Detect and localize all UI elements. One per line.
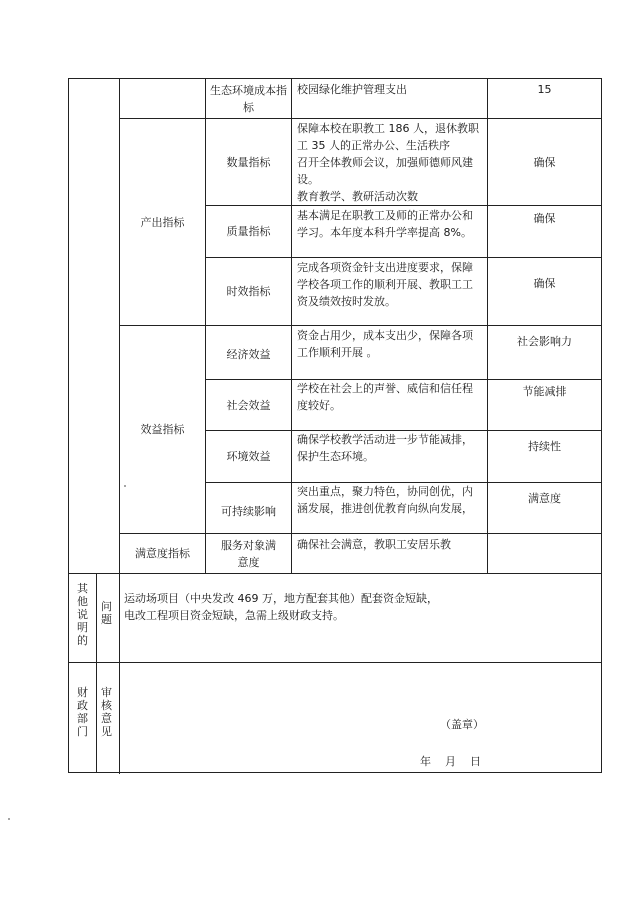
quantity-indicator-content — [297, 120, 487, 205]
timeliness-indicator-value: 确保 — [533, 276, 556, 290]
seal-placeholder: （盖章） — [440, 717, 484, 731]
content-line: 学校各项工作的顺利开展、教职工工 — [297, 278, 473, 291]
top-row-value: 15 — [537, 83, 552, 96]
date-placeholder: 年 月 日 — [420, 754, 481, 768]
scan-speck — [124, 485, 126, 487]
environmental-benefit-value: 持续性 — [528, 440, 561, 453]
other-issues-label-col2: 问题 — [101, 600, 112, 626]
quality-indicator-content — [297, 207, 487, 257]
social-benefit-value: 节能减排 — [522, 385, 567, 398]
social-benefit-content — [297, 380, 487, 430]
output-indicators-label: 产出指标 — [140, 215, 185, 229]
environmental-benefit-label: 环境效益 — [226, 450, 271, 463]
content-line: 工作顺利开展 。 — [297, 346, 378, 359]
finance-review-label-col2: 审核意见 — [101, 686, 112, 738]
content-line: 资金占用少，成本支出少，保障各项 — [297, 329, 473, 342]
content-line: 设。 — [297, 173, 319, 186]
top-row-category: 生态环境成本指标 — [210, 83, 287, 114]
content-line: 完成各项资金针支出进度要求，保障 — [297, 261, 473, 274]
top-row-content: 校园绿化维护管理支出 — [297, 83, 407, 96]
content-line: 电改工程项目资金短缺，急需上级财政支持。 — [124, 609, 344, 622]
quantity-indicator-value: 确保 — [533, 155, 556, 169]
sustainable-impact-content — [297, 483, 487, 533]
content-line: 涵发展，推进创优教育向纵向发展， — [297, 502, 473, 515]
content-line: 保障本校在职教工 186 人，退休教职 — [297, 122, 479, 135]
content-line: 学习。本年度本科升学率提高 8%。 — [297, 226, 472, 239]
content-line: 资及绩效按时发放。 — [297, 295, 396, 308]
content-line: 工 35 人的正常办公、生活秩序 — [297, 139, 450, 152]
satisfaction-indicator-label: 满意度指标 — [135, 547, 190, 560]
content-line: 基本满足在职教工及师的正常办公和 — [297, 209, 473, 222]
quality-indicator-value: 确保 — [533, 212, 556, 225]
economic-benefit-label: 经济效益 — [226, 348, 271, 361]
quality-indicator-label: 质量指标 — [226, 225, 271, 238]
economic-benefit-value: 社会影响力 — [517, 335, 572, 348]
satisfaction-content: 确保社会满意，教职工安居乐教 — [297, 538, 451, 551]
satisfaction-value — [488, 534, 601, 573]
quantity-indicator-label: 数量指标 — [226, 155, 271, 169]
scan-speck — [8, 818, 10, 820]
social-benefit-label: 社会效益 — [226, 398, 271, 412]
other-issues-label-col1: 其他说明的 — [77, 582, 88, 647]
timeliness-indicator-label: 时效指标 — [226, 285, 271, 298]
benefit-indicators-label: 效益指标 — [140, 423, 185, 436]
economic-benefit-content — [297, 327, 487, 379]
content-line: 保护生态环境。 — [297, 450, 374, 463]
sustainable-impact-label: 可持续影响 — [221, 505, 276, 518]
timeliness-indicator-content — [297, 259, 487, 325]
other-issues-content — [124, 590, 594, 650]
content-line: 突出重点，聚力特色，协同创优，内 — [297, 485, 473, 498]
content-line: 度较好。 — [297, 399, 341, 412]
sustainable-impact-value: 满意度 — [528, 492, 561, 505]
environmental-benefit-content — [297, 431, 487, 482]
content-line: 确保学校教学活动进一步节能减排， — [297, 433, 473, 446]
content-line: 学校在社会上的声誉、威信和信任程 — [297, 382, 473, 395]
content-line: 教育教学、教研活动次数 — [297, 190, 418, 203]
content-line: 运动场项目（中央发改 469 万，地方配套其他）配套资金短缺， — [124, 592, 438, 605]
service-satisfaction-label: 服务对象满意度 — [221, 538, 276, 569]
finance-review-label-col1: 财政部门 — [77, 686, 88, 738]
content-line: 召开全体教师会议，加强师德师风建 — [297, 156, 473, 169]
